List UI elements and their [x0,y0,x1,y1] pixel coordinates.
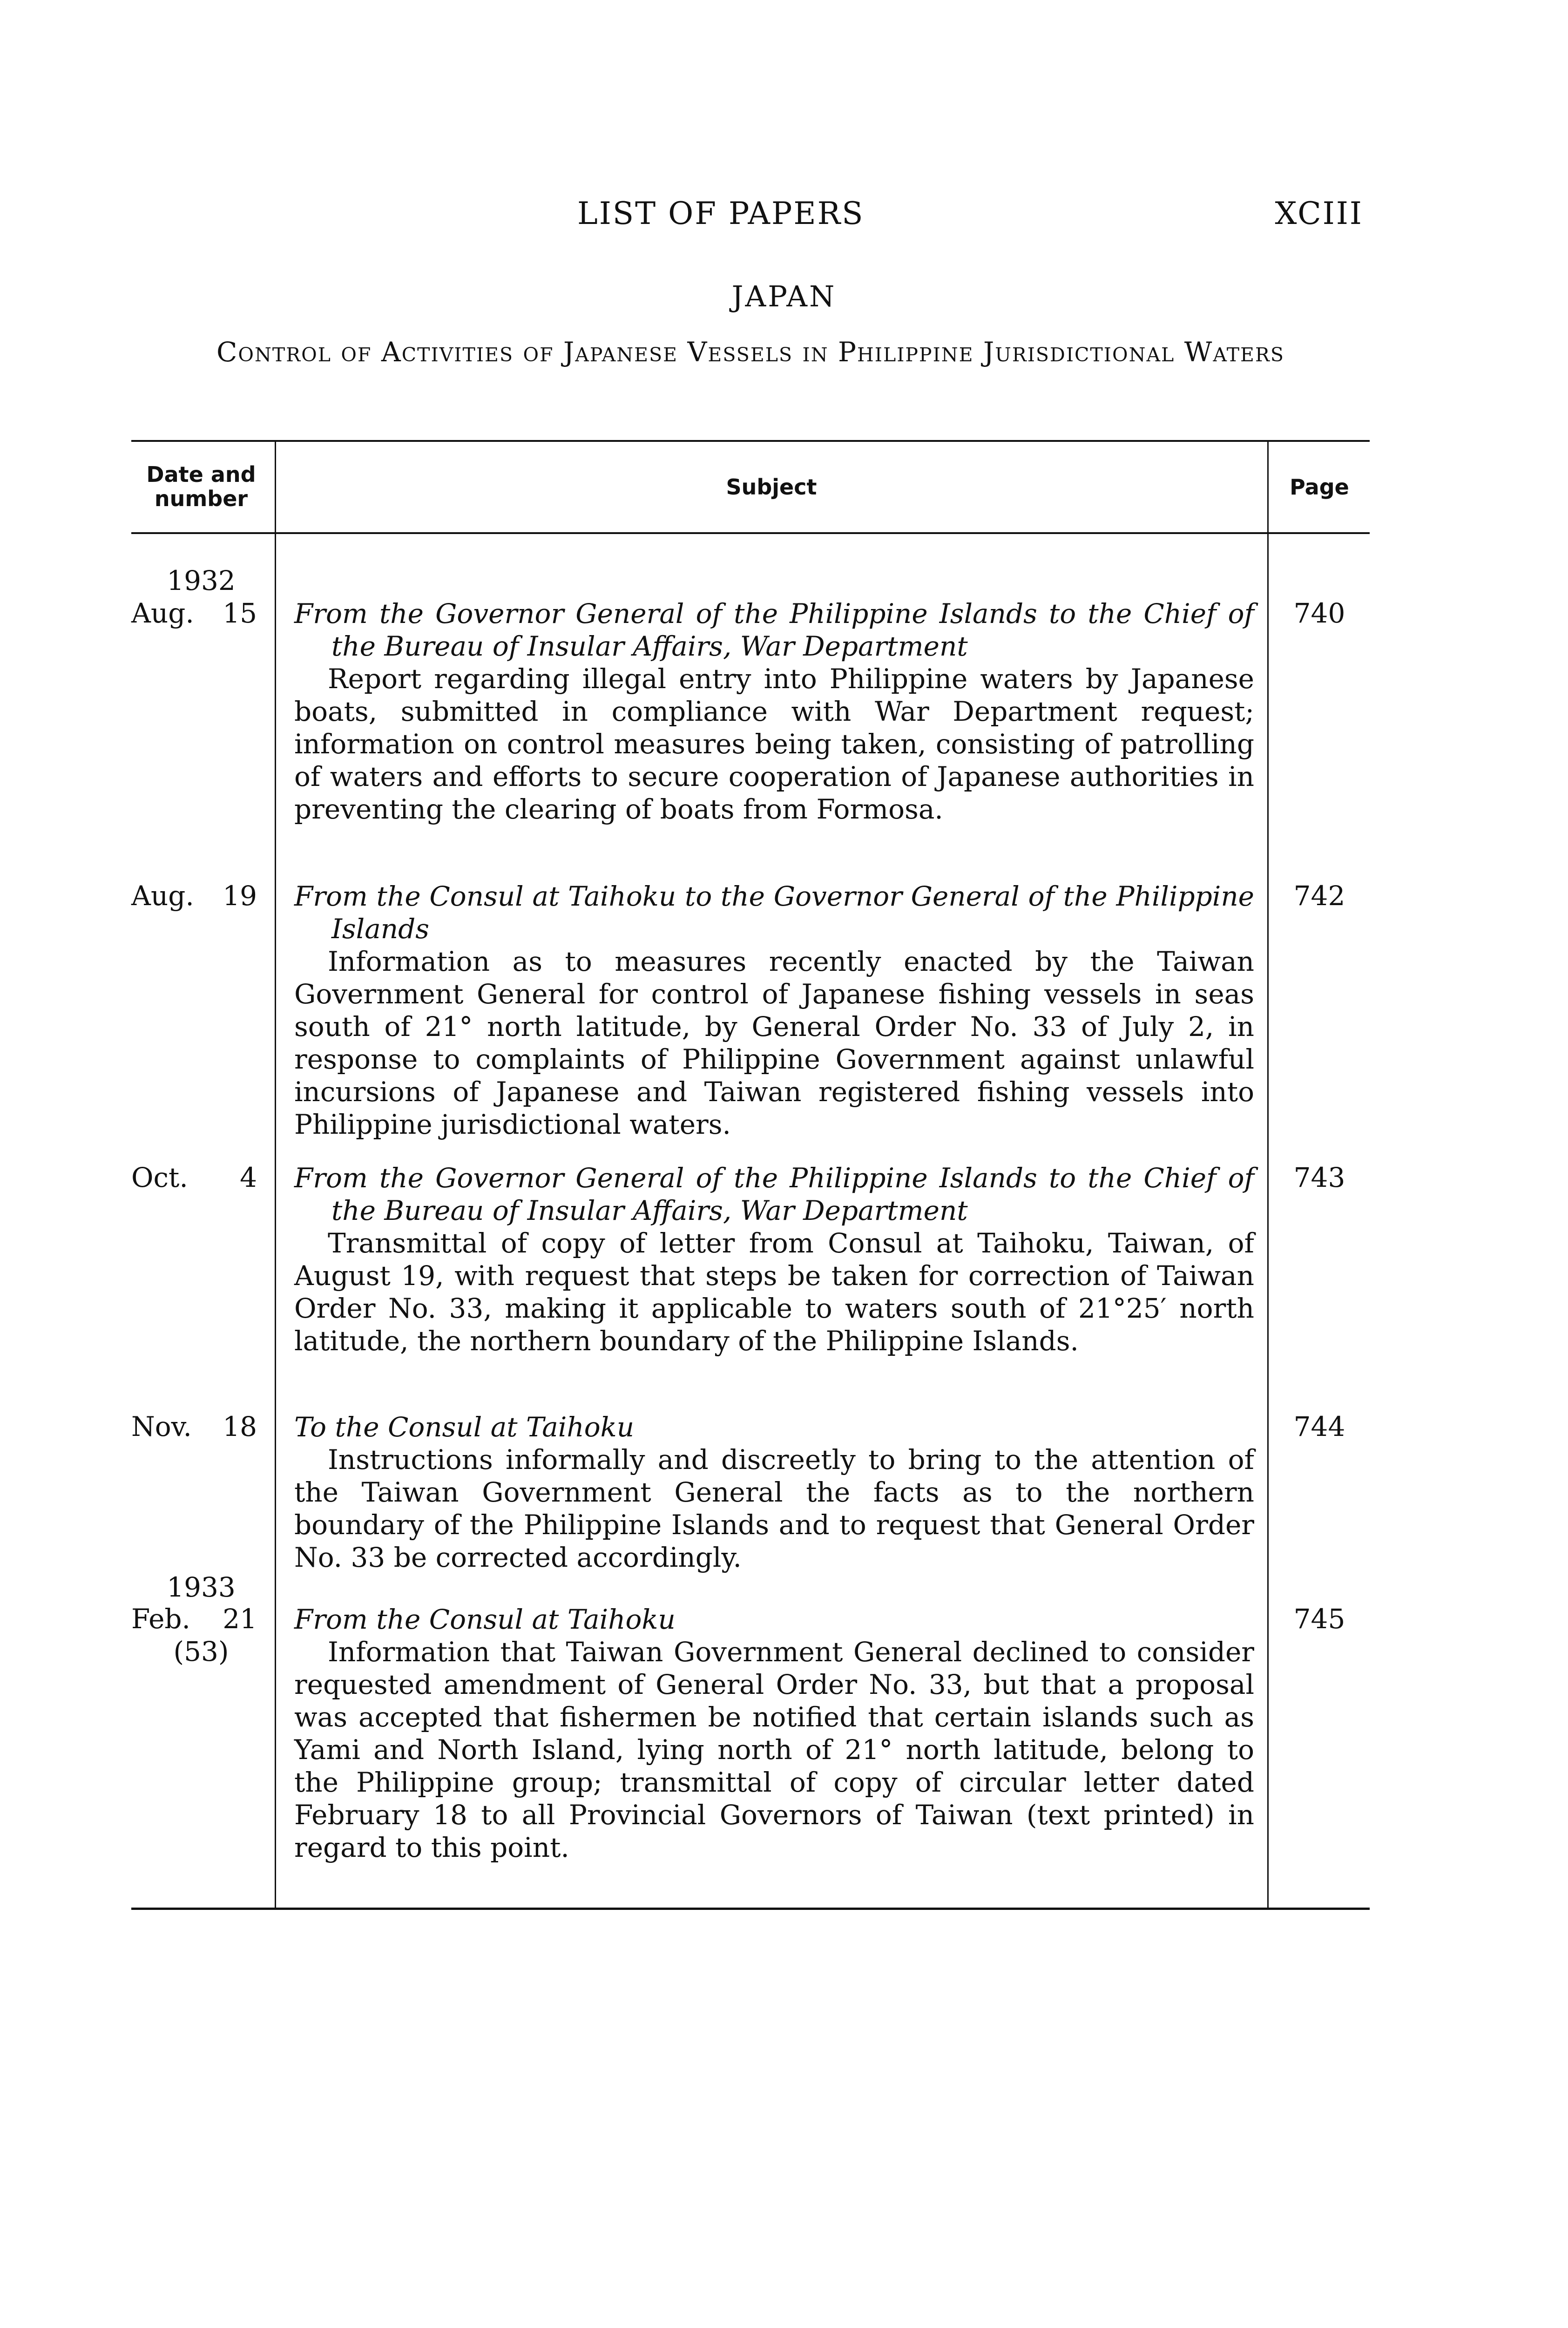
entry-month: Oct. [131,1162,188,1193]
entry-month: Feb. [131,1603,190,1635]
entry-correspondents: From the Consul at Taihoku [294,1604,676,1635]
entry-correspondents: From the Governor General of the Philippine Islands to the Chief of the Bureau of Insular Affairs, War Department [294,598,1254,662]
entry-day: 15 [223,597,257,629]
section-title: JAPAN [731,279,837,313]
entry-correspondents: From the Governor General of the Philippine Islands to the Chief of the Bureau of Insular Affairs, War Department [294,1162,1254,1226]
column-header-page: Page [1290,474,1349,500]
papers-table [131,440,1370,1911]
column-divider-date [275,440,276,1908]
paper-entry [294,1411,1254,1574]
entry-year: 1932 [167,565,236,596]
entry-page-number: 740 [1293,597,1345,629]
entry-correspondents: From the Consul at Taihoku to the Governor General of the Philippine Islands [294,880,1254,945]
entry-summary: Information as to measures recently enacted by the Taiwan Government General for control of Japanese fishing vessels in seas south of 21° north latitude, by General Order No. 33 of July 2, in response to complaints of Philippine Government against unlawful incursions of Japanese and Taiwan registered fishing vessels into Philippine jurisdictional waters. [294,946,1254,1140]
table-top-rule [131,440,1370,442]
entry-month: Aug. [131,597,194,629]
paper-entry [294,880,1254,1141]
table-header-rule [131,532,1370,534]
entry-month: Nov. [131,1411,192,1442]
page-folio: XCIII [1275,196,1363,231]
entry-page-number: 745 [1293,1603,1345,1635]
entry-day: 18 [223,1411,257,1442]
table-bottom-rule [131,1908,1370,1910]
entry-summary: Instructions informally and discreetly to bring to the attention of the Taiwan Government General the facts as to the northern boundary of the Philippine Islands and to request that General Order No. 33 be corrected accordingly. [294,1444,1254,1573]
entry-correspondents: To the Consul at Taihoku [294,1411,635,1443]
entry-summary: Transmittal of copy of letter from Consul at Taihoku, Taiwan, of August 19, with request that steps be taken for correction of Taiwan Order No. 33, making it applicable to waters south of 21°25′ north latitude, the northern boundary of the Philippine Islands. [294,1227,1254,1357]
paper-entry [294,1603,1254,1864]
column-divider-page [1267,440,1269,1908]
section-subtitle: Control of Activities of Japanese Vessels in Philippine Jurisdictional Waters [216,336,1284,368]
column-header-subject: Subject [726,474,817,500]
entry-day: 4 [240,1162,257,1193]
running-title: LIST OF PAPERS [577,196,865,231]
entry-page-number: 743 [1293,1162,1345,1193]
entry-number: (53) [173,1636,229,1667]
entry-day: 19 [223,880,257,912]
paper-entry [294,1162,1254,1357]
entry-month: Aug. [131,880,194,912]
entry-summary: Report regarding illegal entry into Philippine waters by Japanese boats, submitted in compliance with War Department request; information on control measures being taken, consisting of patrolling of waters and efforts to secure cooperation of Japanese authorities in preventing the clearing of boats from Formosa. [294,663,1254,825]
entry-page-number: 742 [1293,880,1345,912]
entry-summary: Information that Taiwan Government General declined to consider requested amendment of General Order No. 33, but that a proposal was accepted that fishermen be notified that certain islands such as Yami and North Island, lying north of 21° north latitude, belong to the Philippine group; transmittal of copy of circular letter dated February 18 to all Provincial Governors of Taiwan (text printed) in regard to this point. [294,1636,1254,1863]
entry-day: 21 [223,1603,257,1635]
paper-entry [294,597,1254,826]
column-header-date: Date and number [146,462,256,511]
entry-year: 1933 [167,1571,236,1603]
entry-page-number: 744 [1293,1411,1345,1442]
